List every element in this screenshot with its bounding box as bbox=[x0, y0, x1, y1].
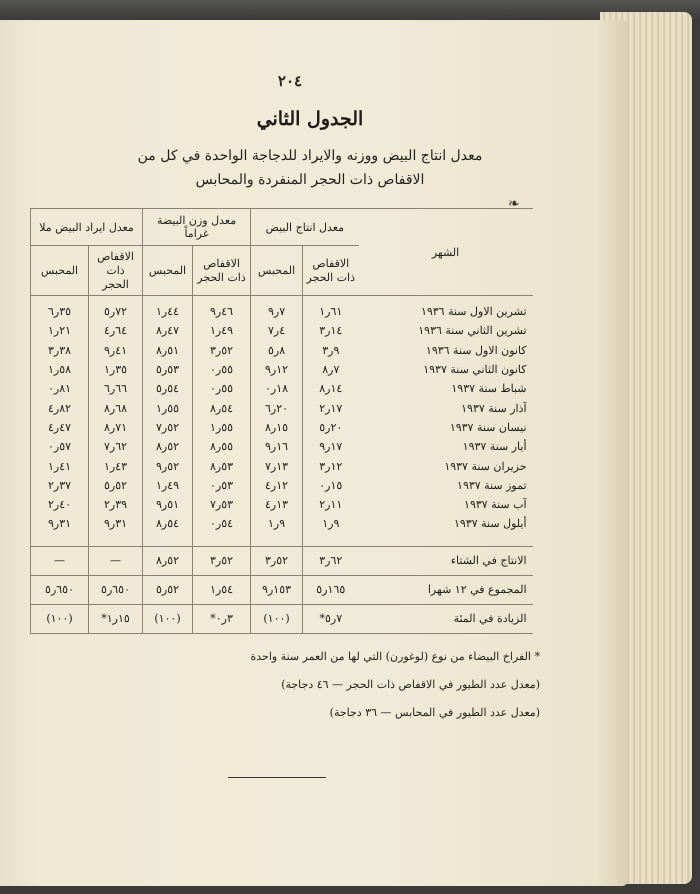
table-cell: ٥٥ر٠ bbox=[193, 379, 251, 398]
table-cell: ١٦٥ر٥ bbox=[303, 575, 359, 604]
table-cell: ٦٢ر٣ bbox=[303, 546, 359, 575]
table-row bbox=[31, 437, 533, 456]
table-cell: ١٣ر٧ bbox=[251, 456, 303, 475]
table-cell: ١٥٣ر٩ bbox=[251, 575, 303, 604]
table-cell: ٧ر٨ bbox=[303, 360, 359, 379]
table-cell: ٥٨ر١ bbox=[31, 360, 89, 379]
table-row bbox=[31, 456, 533, 475]
table-cell: ٥٥ر١ bbox=[193, 418, 251, 437]
table-cell: ٧ر٥* bbox=[303, 604, 359, 633]
table-cell: ٥٤ر١ bbox=[193, 575, 251, 604]
table-subtitle-line1: معدل انتاج البيض ووزنه والايراد للدجاجة الواحدة في كل من bbox=[137, 148, 483, 164]
month-header: الشهر bbox=[359, 209, 533, 296]
table-row bbox=[31, 418, 533, 437]
table-title: الجدول الثاني bbox=[256, 108, 364, 130]
summary-row-label: الزيادة في المئة bbox=[359, 604, 533, 633]
table-cell: ٢١ر١ bbox=[31, 321, 89, 340]
table-cell: (١٠٠) bbox=[251, 604, 303, 633]
table-cell: ١١ر٢ bbox=[303, 495, 359, 514]
table-row-label: تشرين الاول سنة ١٩٣٦ bbox=[420, 305, 527, 319]
summary-row bbox=[31, 575, 533, 604]
table-cell: ٩ر١ bbox=[251, 514, 303, 533]
table-cell: ١٥ر٨ bbox=[251, 418, 303, 437]
table-cell: ٦٨ر٨ bbox=[89, 398, 143, 417]
table-cell: ٤٦ر٩ bbox=[193, 302, 251, 321]
table-cell: ٥٢ر٨ bbox=[143, 546, 193, 575]
table-cell: ٤٠ر٢ bbox=[31, 495, 89, 514]
data-table bbox=[30, 208, 533, 634]
table-cell: ٥١ر٨ bbox=[143, 341, 193, 360]
table-cell: ٤١ر١ bbox=[31, 456, 89, 475]
table-cell: ١٧ر٢ bbox=[303, 398, 359, 417]
table-row-label: أيار سنة ١٩٣٧ bbox=[462, 440, 527, 454]
table-row-label: تشرين الثاني سنة ١٩٣٦ bbox=[418, 324, 527, 338]
table-cell: ٣١ر٩ bbox=[31, 514, 89, 533]
table-cell: ١٤ر٣ bbox=[303, 321, 359, 340]
table-cell: ٥٢ر٥ bbox=[89, 476, 143, 495]
table-cell: ٥٥ر٠ bbox=[193, 360, 251, 379]
table-cell: ٥٢ر٩ bbox=[143, 456, 193, 475]
table-cell: ٥٣ر٥ bbox=[143, 360, 193, 379]
table-cell: (١٠٠) bbox=[31, 604, 89, 633]
table-cell: ٤١ر٩ bbox=[89, 341, 143, 360]
table-cell: ٣٥ر١ bbox=[89, 360, 143, 379]
table-cell: ٤٩ر١ bbox=[193, 321, 251, 340]
table-cell: ٦٤ر٤ bbox=[89, 321, 143, 340]
summary-row-label: المجموع في ١٢ شهرا bbox=[359, 575, 533, 604]
summary-row bbox=[31, 604, 533, 633]
sub-header-cage: الاقفاص ذات الحجر bbox=[193, 246, 251, 296]
table-row-label: أيلول سنة ١٩٣٧ bbox=[454, 517, 527, 531]
table-cell: ١٦ر٩ bbox=[251, 437, 303, 456]
table-cell: ٥٥ر٨ bbox=[193, 437, 251, 456]
table-cell: ٤٧ر٤ bbox=[31, 418, 89, 437]
table-cell: ٥١ر٩ bbox=[143, 495, 193, 514]
table-cell: ٧٢ر٥ bbox=[89, 302, 143, 321]
table-cell: ٦١ر١ bbox=[303, 302, 359, 321]
table-row bbox=[31, 321, 533, 340]
scan-background bbox=[0, 0, 700, 20]
table-cell: ٥٣ر٠ bbox=[193, 476, 251, 495]
bottom-rule bbox=[228, 777, 326, 778]
group-header-weight: معدل وزن البيضة غراماً bbox=[143, 209, 251, 246]
table-cell: ٤٣ر١ bbox=[89, 456, 143, 475]
table-subtitle-line2: الاقفاص ذات الحجر المنفردة والمحابس bbox=[195, 172, 425, 188]
sub-header-cage: الاقفاص ذات الحجر bbox=[89, 246, 143, 296]
table-cell: ٥٧ر٠ bbox=[31, 437, 89, 456]
table-cell: ٩ر١ bbox=[303, 514, 359, 533]
table-row bbox=[31, 476, 533, 495]
table-cell: ٦٥٠ر٥ bbox=[89, 575, 143, 604]
table-cell: — bbox=[31, 546, 89, 575]
table-cell: ١٨ر٠ bbox=[251, 379, 303, 398]
footnote-1: * الفراخ البيضاء من نوع (لوغورن) التي لها من العمر سنة واحدة bbox=[250, 650, 540, 663]
table-cell: ٥٢ر٣ bbox=[251, 546, 303, 575]
table-row bbox=[31, 514, 533, 533]
table-row-label: آب سنة ١٩٣٧ bbox=[464, 498, 527, 512]
table-cell: ٥٢ر٧ bbox=[143, 418, 193, 437]
table-cell: ٨١ر٠ bbox=[31, 379, 89, 398]
data-rows bbox=[31, 302, 533, 534]
sub-header-pen: المحبس bbox=[251, 246, 303, 296]
table-cell: ٩ر٣ bbox=[303, 341, 359, 360]
table-cell: — bbox=[89, 546, 143, 575]
table-cell: (١٠٠) bbox=[143, 604, 193, 633]
summary-rows bbox=[31, 546, 533, 633]
table-row-label: نيسان سنة ١٩٣٧ bbox=[449, 420, 527, 434]
page-number: ٢٠٤ bbox=[277, 72, 303, 90]
table-row bbox=[31, 495, 533, 514]
table-cell: ١٢ر٩ bbox=[251, 360, 303, 379]
table-cell: ٥٤ر٨ bbox=[193, 398, 251, 417]
table-cell: ٦٢ر٧ bbox=[89, 437, 143, 456]
table-cell: ٤٩ر١ bbox=[143, 476, 193, 495]
table-row bbox=[31, 302, 533, 321]
table-row bbox=[31, 341, 533, 360]
header-group-row bbox=[31, 209, 533, 246]
footnote-2: (معدل عدد الطيور في الاقفاص ذات الحجر — ٤٦ دجاجة) bbox=[281, 678, 540, 691]
table-cell: ٧ر٩ bbox=[251, 302, 303, 321]
table-cell: ١٤ر٨ bbox=[303, 379, 359, 398]
table-cell: ٣٥ر٦ bbox=[31, 302, 89, 321]
table-row-label: آذار سنة ١٩٣٧ bbox=[461, 401, 527, 415]
table-cell: ٤ر٧ bbox=[251, 321, 303, 340]
table-cell: ٣٧ر٢ bbox=[31, 476, 89, 495]
footnote-3: (معدل عدد الطيور في المحابس — ٣٦ دجاجة) bbox=[329, 706, 540, 719]
table-cell: ٥٣ر٨ bbox=[193, 456, 251, 475]
table-cell: ١٢ر٣ bbox=[303, 456, 359, 475]
ornament-icon: ❧ bbox=[508, 196, 520, 212]
table-cell: ٨٢ر٤ bbox=[31, 398, 89, 417]
table-row bbox=[31, 360, 533, 379]
table-row-label: تموز سنة ١٩٣٧ bbox=[457, 478, 527, 492]
table-cell: ٨ر٥ bbox=[251, 341, 303, 360]
table-cell: ٥٢ر٨ bbox=[143, 437, 193, 456]
table-row bbox=[31, 379, 533, 398]
table-row-label: كانون الثاني سنة ١٩٣٧ bbox=[423, 363, 527, 377]
table-cell: ١٢ر٤ bbox=[251, 476, 303, 495]
table-cell: ٦٥٠ر٥ bbox=[31, 575, 89, 604]
sub-header-cage: الاقفاص ذات الحجر bbox=[303, 246, 359, 296]
table-row bbox=[31, 398, 533, 417]
table-cell: ٤٤ر١ bbox=[143, 302, 193, 321]
table-cell: ١٣ر٤ bbox=[251, 495, 303, 514]
table-cell: ٥٢ر٥ bbox=[143, 575, 193, 604]
group-header-revenue: معدل ايراد البيض ملا bbox=[31, 209, 143, 246]
table-row-label: كانون الاول سنة ١٩٣٦ bbox=[425, 343, 527, 357]
summary-row bbox=[31, 546, 533, 575]
table-cell: ١٥ر٠ bbox=[303, 476, 359, 495]
table-cell: ٥٤ر٠ bbox=[193, 514, 251, 533]
table-cell: ٢٠ر٦ bbox=[251, 398, 303, 417]
table-cell: ٦٦ر٦ bbox=[89, 379, 143, 398]
summary-row-label: الانتاج في الشتاء bbox=[359, 546, 533, 575]
sub-header-pen: المحبس bbox=[31, 246, 89, 296]
table-cell: ٥٤ر٥ bbox=[143, 379, 193, 398]
table-row-label: حزيران سنة ١٩٣٧ bbox=[444, 459, 527, 473]
group-header-production: معدل انتاج البيض bbox=[251, 209, 359, 246]
table-cell: ١٥ر١* bbox=[89, 604, 143, 633]
table-cell: ٣ر٠* bbox=[193, 604, 251, 633]
table-cell: ٥٢ر٣ bbox=[193, 546, 251, 575]
sub-header-pen: المحبس bbox=[143, 246, 193, 296]
table-cell: ٢٠ر٥ bbox=[303, 418, 359, 437]
table-cell: ٥٣ر٧ bbox=[193, 495, 251, 514]
table-cell: ٥٤ر٨ bbox=[143, 514, 193, 533]
table-row-label: شباط سنة ١٩٣٧ bbox=[451, 382, 527, 396]
table-cell: ٥٢ر٣ bbox=[193, 341, 251, 360]
table-cell: ٣١ر٩ bbox=[89, 514, 143, 533]
table-cell: ٥٥ر١ bbox=[143, 398, 193, 417]
table-cell: ٧١ر٨ bbox=[89, 418, 143, 437]
table-cell: ٤٧ر٨ bbox=[143, 321, 193, 340]
table-cell: ١٧ر٩ bbox=[303, 437, 359, 456]
table-cell: ٣٨ر٣ bbox=[31, 341, 89, 360]
table-cell: ٣٩ر٢ bbox=[89, 495, 143, 514]
